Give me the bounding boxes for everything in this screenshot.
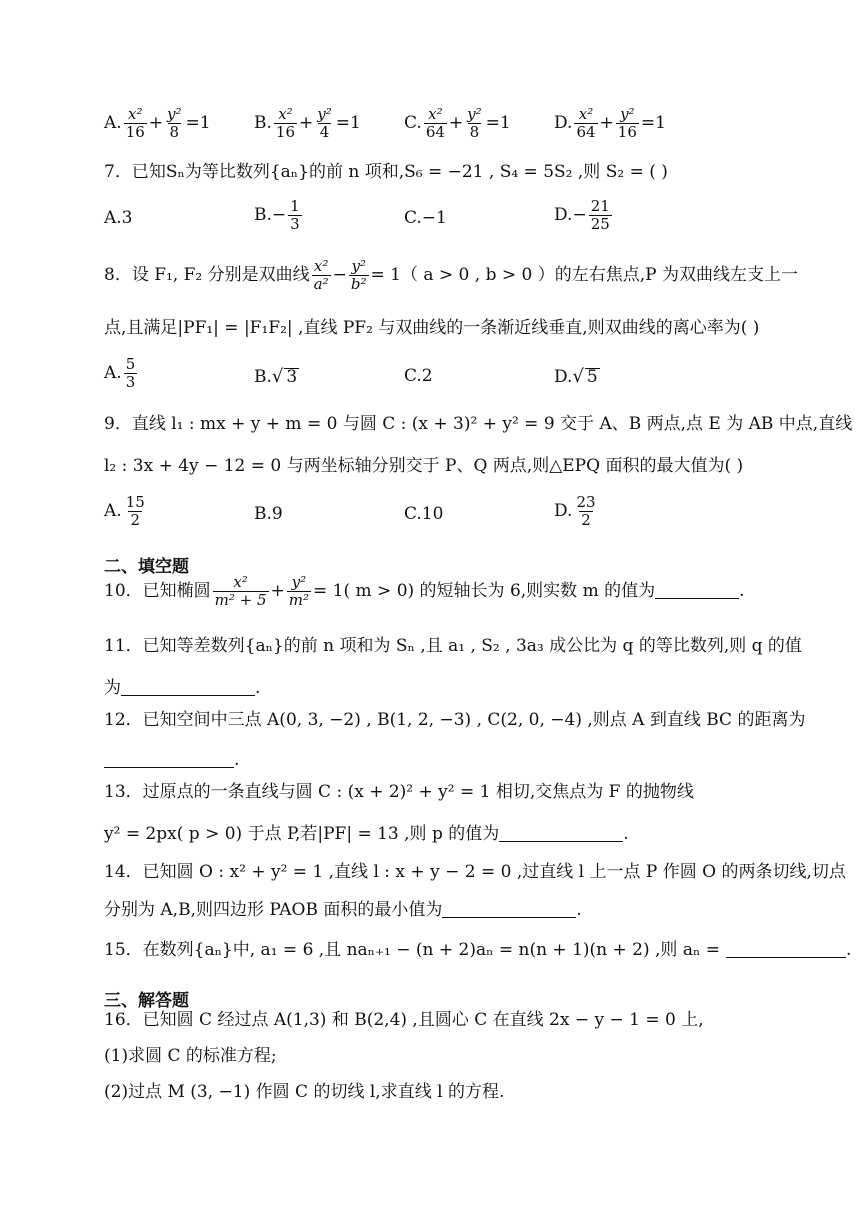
q9-line-2: l₂ : 3x + 4y − 12 = 0 与两坐标轴分别交于 P、Q 两点,则△EPQ 面积的最大值为( ) <box>104 456 744 476</box>
q9-line-1: 9．直线 l₁ : mx + y + m = 0 与圆 C : (x + 3)² + y² = 9 交于 A、B 两点,点 E 为 AB 中点,直线 <box>104 414 853 434</box>
question-12 <box>104 710 806 772</box>
q15-line: 15．在数列{aₙ}中, a₁ = 6 ,且 naₙ₊₁ − (n + 2)aₙ = n(n + 1)(n + 2) ,则 aₙ = . <box>104 940 852 960</box>
q12-line-1: 12．已知空间中三点 A(0, 3, −2) , B(1, 2, −3) , C(2, 0, −4) ,则点 A 到直线 BC 的距离为 <box>104 710 806 730</box>
q9-option-b: B.9 <box>254 504 283 524</box>
q7-option-a: A.3 <box>104 208 133 228</box>
question-13 <box>104 784 776 848</box>
q13-answer-blank[interactable] <box>499 827 623 842</box>
q15-answer-blank[interactable] <box>726 943 846 958</box>
q8-line-1: 8．设 F₁, F₂ 分别是双曲线 $\frac{\text{x²}}{\text{a²}}$ − $\frac{\text{y²}}{\text{b²}}$ = 1（ a > 0 , b > 0 ）的左右焦点,P 为双曲线左支上一 <box>104 257 798 294</box>
q10-line: 10．已知椭圆 $\frac{\text{x²}}{\text{m² + 5}}$ + $\frac{\text{y²}}{\text{m²}}$ = 1( m > 0) 的短轴长为 6,则实数 m 的值为 . <box>104 573 745 610</box>
q6-options <box>104 106 776 150</box>
q7-option-d: D. − $\frac{21}{25}$ <box>554 197 610 234</box>
question-15 <box>104 940 852 972</box>
q7-stem: 7．已知Sₙ为等比数列{aₙ}的前 n 项和,S₆ = −21 , S₄ = 5S₂ ,则 S₂ = ( ) <box>104 162 668 182</box>
section-heading-fill-in: 二、填空题 <box>104 557 189 577</box>
q12-line-2: . <box>104 752 239 769</box>
question-16 <box>104 1012 776 1102</box>
q13-line-1: 13．过原点的一条直线与圆 C : (x + 2)² + y² = 1 相切,交焦点为 F 的抛物线 <box>104 782 694 802</box>
q14-line-1: 14．已知圆 O : x² + y² = 1 ,直线 l : x + y − 2 = 0 ,过直线 l 上一点 P 作圆 O 的两条切线,切点 <box>104 862 846 882</box>
q6-option-a: A. $\frac{\text{x²}}{16}$ + $\frac{\text{y²}}{8}$ =1 <box>104 105 211 142</box>
q6-option-b: B. $\frac{\text{x²}}{16}$ + $\frac{\text{y²}}{4}$ =1 <box>254 105 361 142</box>
q8-option-b: B. √ 3 <box>254 366 298 387</box>
question-8 <box>104 257 798 398</box>
q7-option-c: C.−1 <box>404 208 447 228</box>
q11-answer-blank[interactable] <box>121 681 255 696</box>
q13-line-2: y² = 2px( p > 0) 于点 P,若|PF| = 13 ,则 p 的值为 . <box>104 824 629 844</box>
q16-line-2: (1)求圆 C 的标准方程; <box>104 1046 277 1066</box>
q8-line-2: 点,且满足|PF₁| = |F₁F₂| ,直线 PF₂ 与双曲线的一条渐近线垂直,则双曲线的离心率为( ) <box>104 318 760 338</box>
q9-option-d: D. $\frac{23}{2}$ <box>554 493 596 530</box>
q14-answer-blank[interactable] <box>442 903 576 918</box>
section-heading-answer: 三、解答题 <box>104 991 189 1011</box>
question-9 <box>104 414 853 538</box>
q10-answer-blank[interactable] <box>655 584 739 599</box>
q16-line-1: 16．已知圆 C 经过点 A(1,3) 和 B(2,4) ,且圆心 C 在直线 2x − y − 1 = 0 上, <box>104 1010 704 1030</box>
q9-option-c: C.10 <box>404 504 444 524</box>
q8-option-a: A. $\frac{5}{3}$ <box>104 355 136 392</box>
q9-option-a: A. $\frac{15}{2}$ <box>104 493 145 530</box>
q8-option-d: D. √ 5 <box>554 366 598 387</box>
question-11 <box>104 636 802 698</box>
q16-line-3: (2)过点 M (3, −1) 作圆 C 的切线 l,求直线 l 的方程. <box>104 1082 505 1102</box>
q11-line-2: 为 . <box>104 678 261 698</box>
q12-answer-blank[interactable] <box>104 753 234 768</box>
q8-option-c: C.2 <box>404 366 433 386</box>
q6-option-d: D. $\frac{\text{x²}}{64}$ + $\frac{\text{y²}}{16}$ =1 <box>554 105 666 142</box>
question-7 <box>104 164 776 254</box>
q6-option-c: C. $\frac{\text{x²}}{64}$ + $\frac{\text{y²}}{8}$ =1 <box>404 105 511 142</box>
q7-option-b: B. − $\frac{1}{3}$ <box>254 197 300 234</box>
q11-line-1: 11．已知等差数列{aₙ}的前 n 项和为 Sₙ ,且 a₁ , S₂ , 3a₃ 成公比为 q 的等比数列,则 q 的值 <box>104 636 802 656</box>
question-14 <box>104 862 846 924</box>
q14-line-2: 分别为 A,B,则四边形 PAOB 面积的最小值为 . <box>104 900 582 920</box>
question-10 <box>104 574 776 618</box>
